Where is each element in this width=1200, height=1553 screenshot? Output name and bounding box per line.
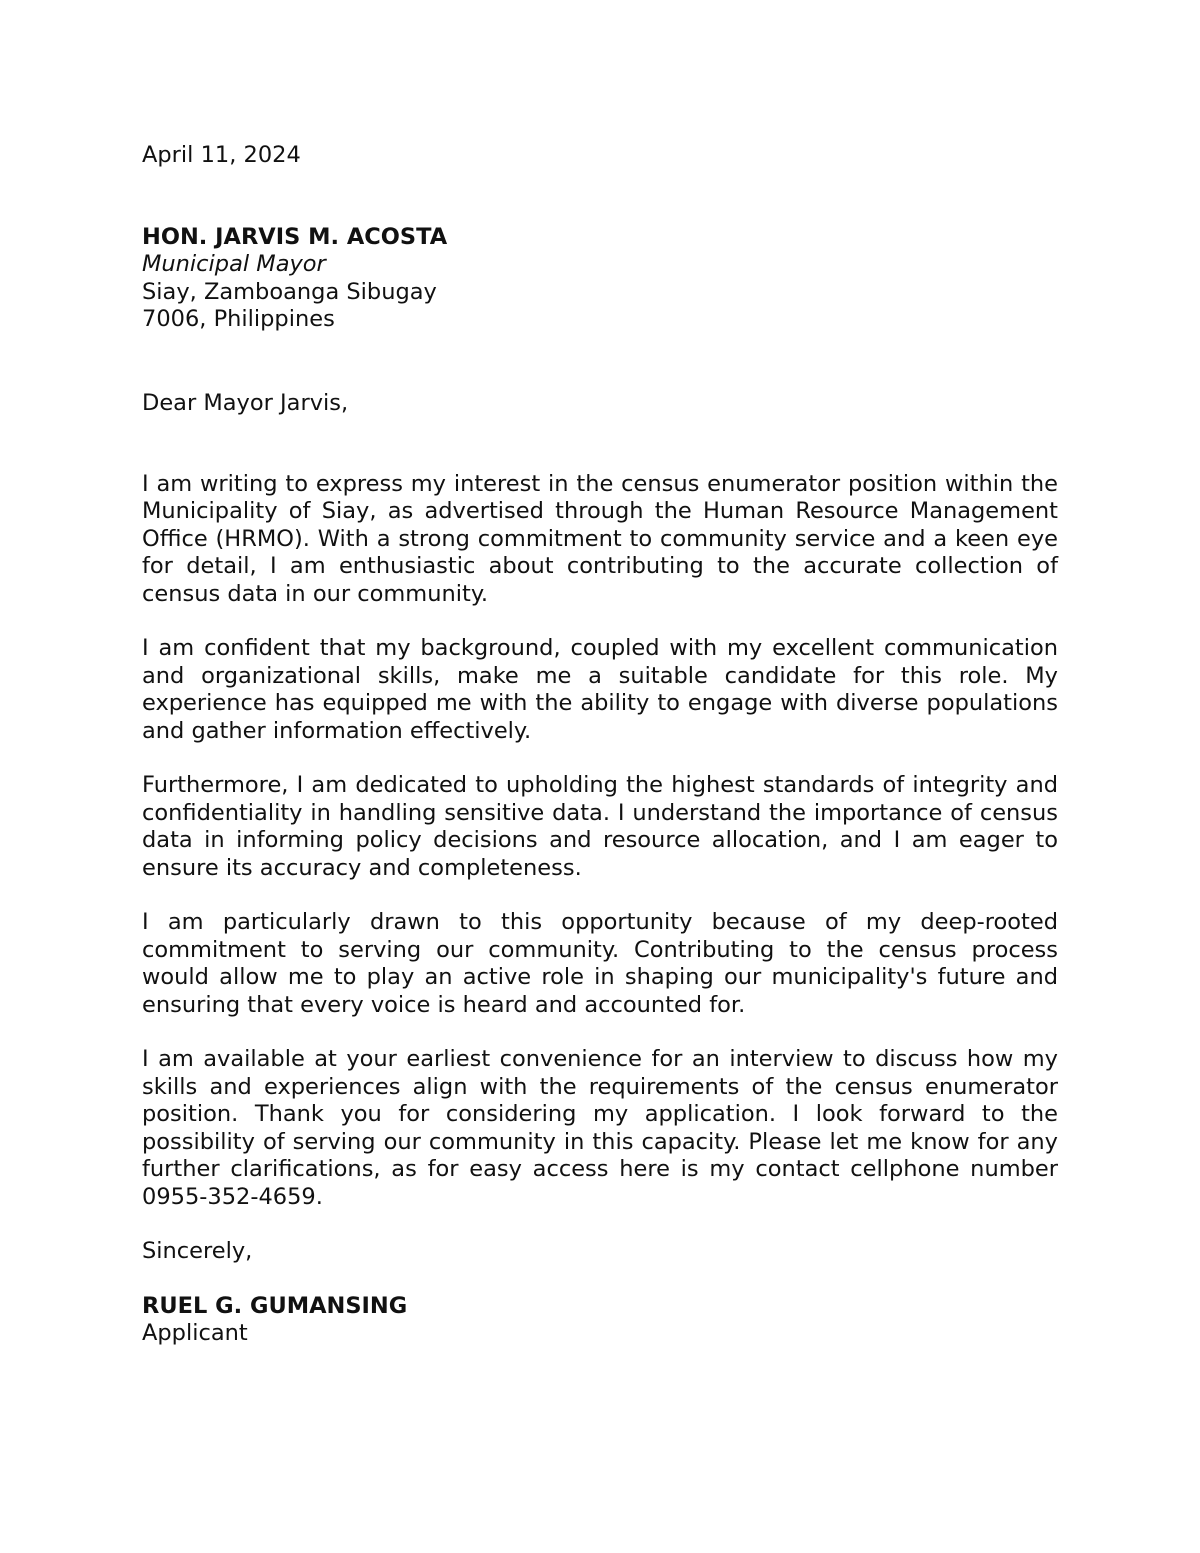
signature-block bbox=[142, 1293, 407, 1348]
letter-body bbox=[142, 471, 1058, 1238]
body-paragraph-5: I am available at your earliest convenience for an interview to discuss how my skills and experiences align with the requirements of the census enumerator position. Thank you for considering my application. I look forward to the possibility of serving our community in this capacity. Please let me know for any further clarifications, as for easy access here is my contact cellphone number 0955-352-4659. bbox=[142, 1046, 1058, 1210]
recipient-block bbox=[142, 224, 447, 334]
recipient-address-line-2: 7006, Philippines bbox=[142, 306, 335, 333]
recipient-title: Municipal Mayor bbox=[142, 251, 326, 278]
recipient-address-line-1: Siay, Zamboanga Sibugay bbox=[142, 278, 437, 305]
body-paragraph-4: I am particularly drawn to this opportunity because of my deep-rooted commitment to serving our community. Contributing to the census process would allow me to play an active role in shaping our municipality's future and ensuring that every voice is heard and accounted for. bbox=[142, 909, 1058, 1018]
salutation: Dear Mayor Jarvis, bbox=[142, 390, 349, 416]
closing: Sincerely, bbox=[142, 1238, 253, 1264]
sender-role: Applicant bbox=[142, 1320, 248, 1347]
recipient-name: HON. JARVIS M. ACOSTA bbox=[142, 224, 448, 250]
sender-name: RUEL G. GUMANSING bbox=[142, 1293, 408, 1319]
body-paragraph-3: Furthermore, I am dedicated to upholding the highest standards of integrity and confidentiality in handling sensitive data. I understand the importance of census data in informing policy decisions and resource allocation, and I am eager to ensure its accuracy and completeness. bbox=[142, 772, 1058, 881]
letter-date: April 11, 2024 bbox=[142, 142, 301, 168]
body-paragraph-1: I am writing to express my interest in the census enumerator position within the Municipality of Siay, as advertised through the Human Resource Management Office (HRMO). With a strong commitment to community service and a keen eye for detail, I am enthusiastic about contributing to the accurate collection of census data in our community. bbox=[142, 471, 1058, 607]
body-paragraph-2: I am confident that my background, coupled with my excellent communication and organizational skills, make me a suitable candidate for this role. My experience has equipped me with the ability to engage with diverse populations and gather information effectively. bbox=[142, 635, 1058, 744]
